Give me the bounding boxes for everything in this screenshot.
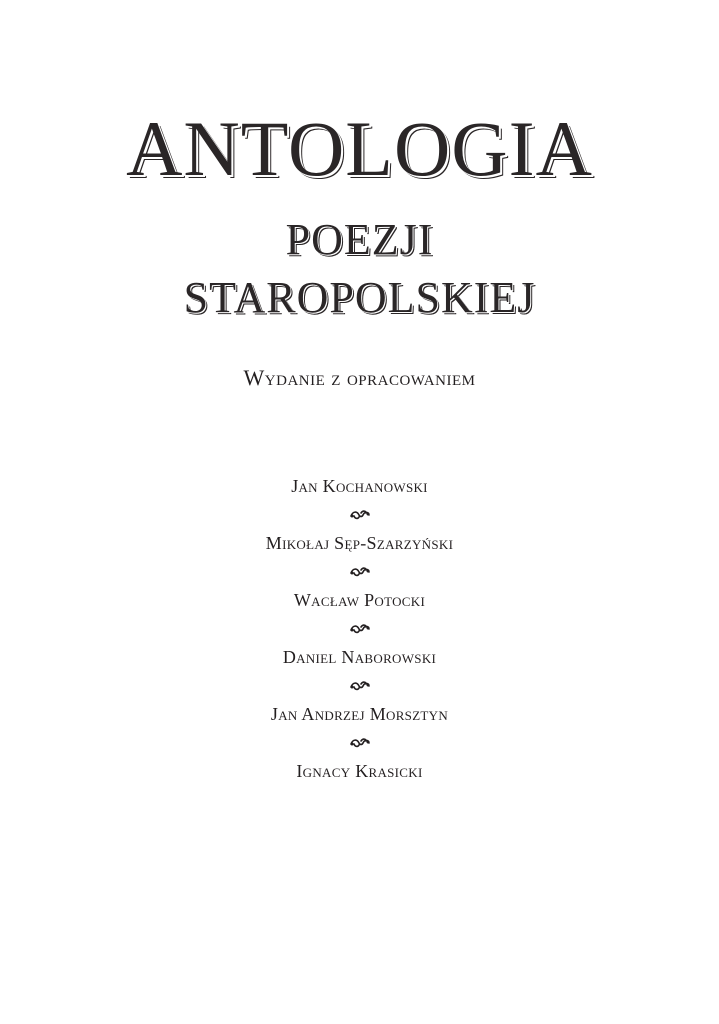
book-subtitle-line-1: POEZJI	[285, 215, 434, 264]
author-name: Wacław Potocki	[293, 590, 426, 610]
author-name: Jan Andrzej Morsztyn	[270, 704, 449, 724]
fleuron-icon	[0, 728, 719, 757]
fleuron-icon	[0, 557, 719, 586]
author-name: Jan Kochanowski	[291, 476, 428, 496]
author-name: Mikołaj Sęp-Szarzyński	[265, 533, 454, 553]
fleuron-icon	[0, 614, 719, 643]
book-title: ANTOLOGIA	[126, 105, 593, 192]
author-name: Daniel Naborowski	[282, 647, 437, 667]
fleuron-icon	[0, 500, 719, 529]
book-subtitle-line-2: STAROPOLSKIEJ	[183, 273, 536, 322]
edition-note: Wydanie z opracowaniem	[243, 365, 476, 390]
author-name: Ignacy Krasicki	[296, 761, 423, 781]
fleuron-icon	[0, 671, 719, 700]
author-list	[0, 472, 719, 785]
